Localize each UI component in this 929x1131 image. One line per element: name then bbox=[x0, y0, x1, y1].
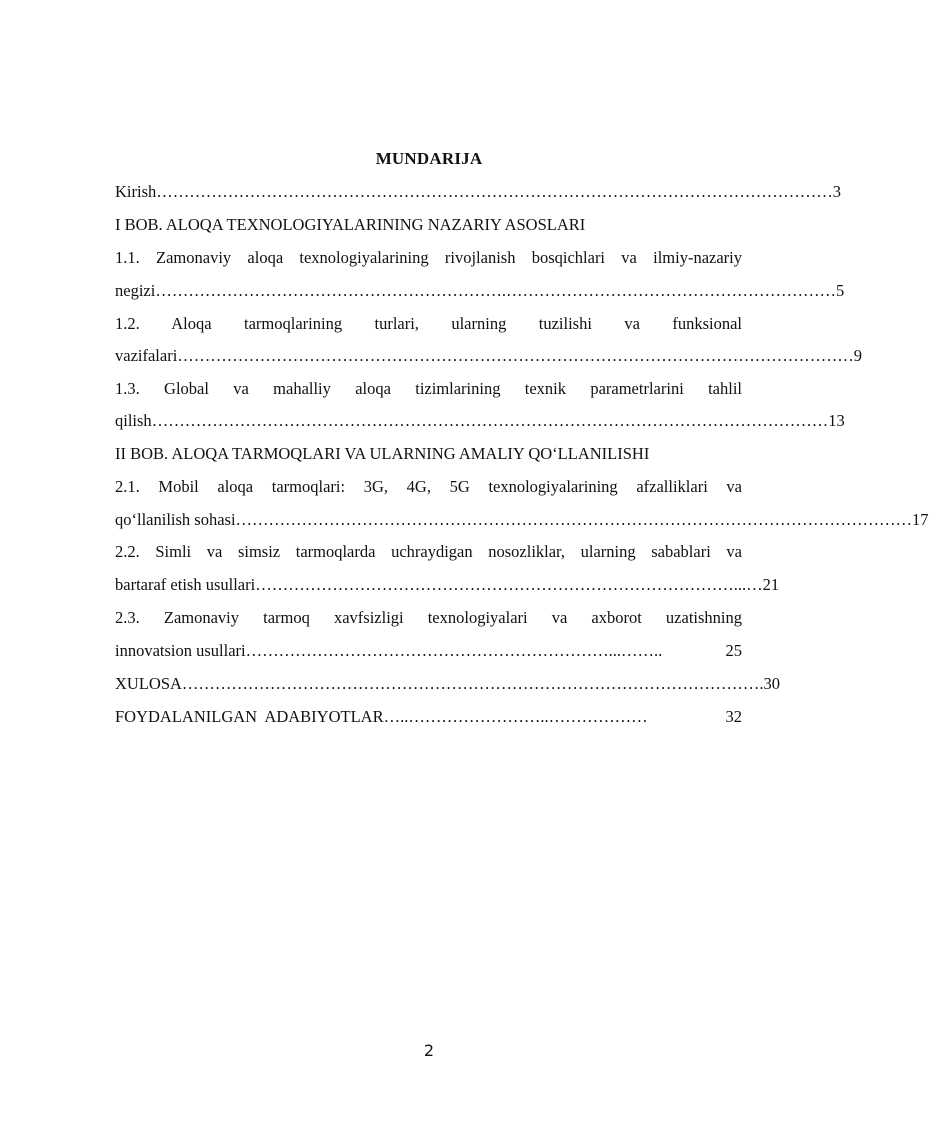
toc-entry-1-3-line2 bbox=[115, 411, 845, 431]
toc-chapter-1-heading: I BOB. ALOQA TEXNOLOGIYALARINING NAZARIY ASOSLARI bbox=[115, 215, 586, 234]
toc-leader-dots: ……………………………………………………….…………………………………………………… bbox=[155, 281, 836, 300]
toc-leader-dots: …………………………………………………………...…….. bbox=[245, 641, 663, 660]
toc-page-number: 21 bbox=[762, 575, 780, 594]
toc-entry-2-1-line1: 2.1. Mobil aloqa tarmoqlari: 3G, 4G, 5G texnologiyalarining afzalliklari va bbox=[115, 477, 742, 496]
toc-entry-text: qo‘llanilish sohasi bbox=[115, 510, 236, 529]
toc-entry-2-1-line2 bbox=[115, 510, 929, 530]
toc-entry-text: FOYDALANILGAN ADABIYOTLAR bbox=[115, 707, 384, 726]
toc-page-number: 3 bbox=[832, 182, 841, 201]
toc-entry-1-1-line1: 1.1. Zamonaviy aloqa texnologiyalarining rivojlanish bosqichlari va ilmiy-nazariy bbox=[115, 248, 742, 267]
toc-entry-text: vazifalari bbox=[115, 346, 178, 365]
toc-entry-2-3-line1: 2.3. Zamonaviy tarmoq xavfsizligi texnologiyalari va axborot uzatishning bbox=[115, 608, 742, 627]
toc-entry-2-2-line2 bbox=[115, 575, 780, 595]
toc-leader-dots: …………………………………………………………………………………………………………… bbox=[177, 346, 854, 365]
toc-entry-1-1-line2 bbox=[115, 281, 845, 301]
toc-entry-1-3-line1: 1.3. Global va mahalliy aloqa tizimlarining texnik parametrlarini tahlil bbox=[115, 379, 742, 398]
toc-leader-dots: …………………………………………………………………………………………………………… bbox=[156, 182, 833, 201]
toc-entry-text: XULOSA bbox=[115, 674, 182, 693]
toc-entry-1-2-line2 bbox=[115, 346, 863, 366]
toc-entry-text: negizi bbox=[115, 281, 156, 300]
toc-entry-text: Kirish bbox=[115, 182, 157, 201]
toc-entry-2-3-line2 bbox=[115, 641, 742, 661]
toc-leader-dots: …..……………………..……………… bbox=[383, 707, 648, 726]
toc-entry-text: qilish bbox=[115, 411, 152, 430]
toc-chapter-2-heading: II BOB. ALOQA TARMOQLARI VA ULARNING AMALIY QO‘LLANILISHI bbox=[115, 444, 650, 463]
toc-page-number: 17 bbox=[912, 510, 929, 529]
toc-page-number: 5 bbox=[835, 281, 845, 300]
toc-title: MUNDARIJA bbox=[375, 149, 483, 168]
toc-entry-xulosa bbox=[115, 674, 781, 694]
toc-entry-kirish bbox=[115, 182, 841, 202]
toc-leader-dots: …………………………………………………………………………………………………………… bbox=[235, 510, 913, 529]
toc-entry-references bbox=[115, 707, 742, 727]
toc-entry-text: innovatsion usullari bbox=[115, 641, 246, 660]
toc-entry-text: bartaraf etish usullari bbox=[115, 575, 256, 594]
toc-entry-1-2-line1: 1.2. Aloqa tarmoqlarining turlari, ularning tuzilishi va funksional bbox=[115, 314, 742, 333]
page-number: 2 bbox=[423, 1041, 435, 1060]
toc-leader-dots: ……………………………………………………………………………...… bbox=[255, 575, 763, 594]
toc-page-number: 25 bbox=[725, 641, 742, 660]
toc-entry-2-2-line1: 2.2. Simli va simsiz tarmoqlarda uchraydigan nosozliklar, ularning sabablari va bbox=[115, 542, 742, 561]
toc-page-number: 32 bbox=[725, 707, 742, 726]
toc-leader-dots: ……………………………………………………………………………………………. bbox=[181, 674, 764, 693]
toc-leader-dots: …………………………………………………………………………………………………………… bbox=[151, 411, 829, 430]
toc-page-number: 30 bbox=[763, 674, 781, 693]
toc-page-number: 9 bbox=[853, 346, 863, 365]
toc-page-number: 13 bbox=[828, 411, 845, 430]
